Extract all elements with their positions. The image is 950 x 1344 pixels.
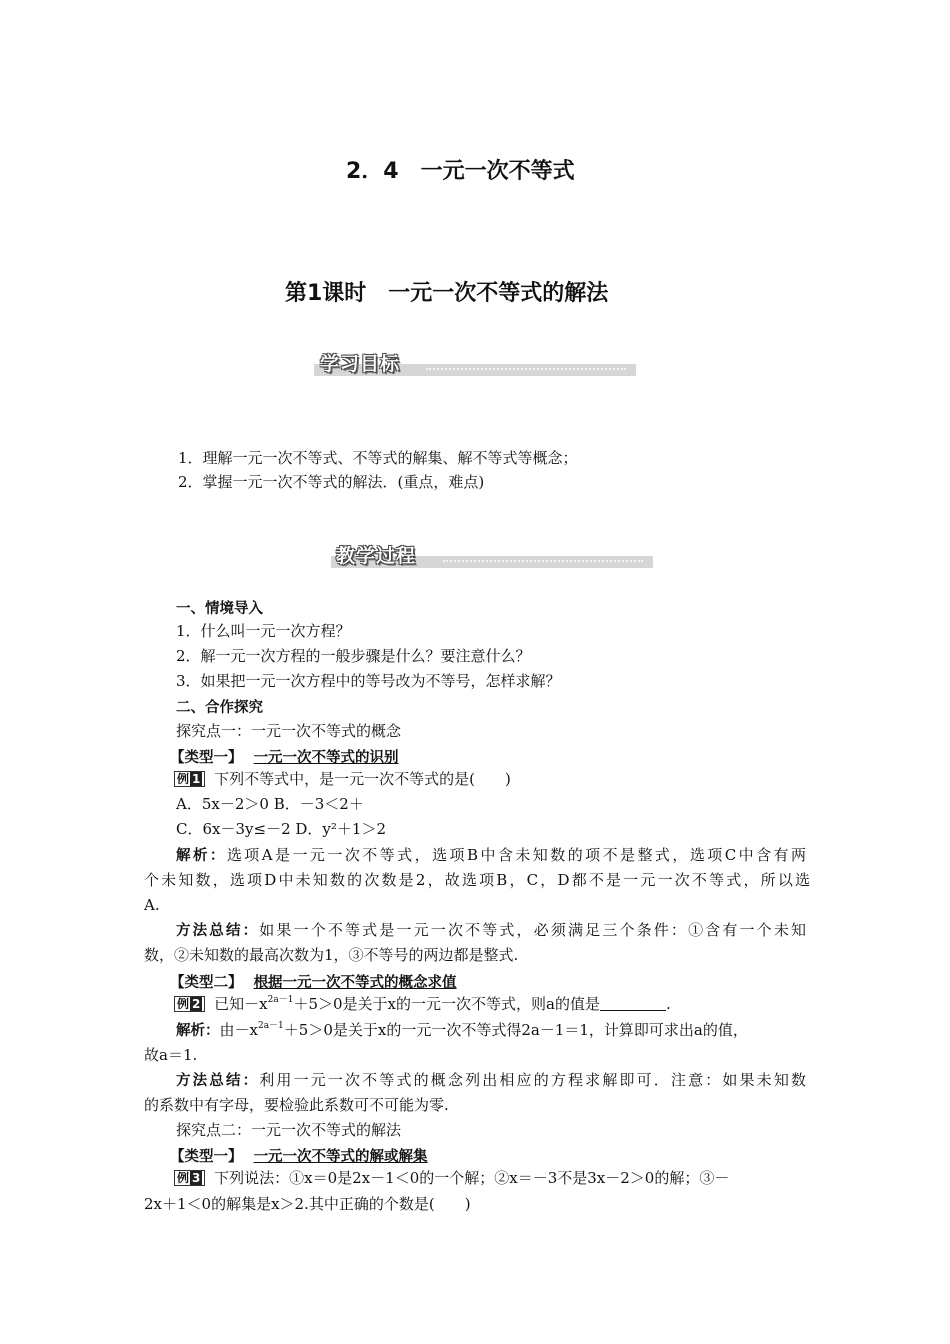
point-heading: 探究点一：一元一次不等式的概念 [176,722,402,740]
goal-item: 2．掌握一元一次不等式的解法．(重点，难点) [178,473,485,491]
options-row-1: A．5x－2＞0 B．－3＜2＋ [176,795,364,813]
intro-item: 2．解一元一次方程的一般步骤是什么？要注意什么？ [176,647,531,665]
type-tag: 【类型一】 [170,750,243,766]
type-tag: 【类型二】 [170,975,243,991]
section-heading: 二、合作探究 [176,700,263,716]
example-3-line2: 2x＋1＜0的解集是x＞2.其中正确的个数是( ) [144,1195,471,1213]
type-tag: 【类型一】 [170,1149,243,1165]
analysis-2-line2: 故a＝1. [144,1046,198,1064]
answer-blank [600,996,666,1011]
type-title: 一元一次不等式的识别 [253,750,399,766]
method-1-line2: 数，②未知数的最高次数为1，③不等号的两边都是整式. [144,946,519,964]
method-1-line1: 方法总结：如果一个不等式是一元一次不等式，必须满足三个条件：①含有一个未知 [176,921,806,939]
type-title: 根据一元一次不等式的概念求值 [253,975,457,991]
section-heading: 一、情境导入 [176,601,263,617]
example-badge: 例 1 [174,771,205,787]
type-heading [170,746,399,767]
section-title: 2．4 一元一次不等式 [346,159,575,184]
goals-banner-title: 学习目标 [320,353,401,375]
intro-item: 3．如果把一元一次方程中的等号改为不等号，怎样求解？ [176,672,561,690]
lesson-title: 第1课时 一元一次不等式的解法 [285,281,609,306]
example-badge: 例 2 [174,996,205,1012]
example-1: 例 1 下列不等式中，是一元一次不等式的是( ) [174,767,511,791]
type-heading [170,971,457,992]
analysis-1-line1: 解析：选项A是一元一次不等式，选项B中含未知数的项不是整式，选项C中含有两 [176,846,807,864]
analysis-1-line2: 个未知数，选项D中未知数的次数是2，故选项B，C，D都不是一元一次不等式，所以选 [144,871,810,889]
point-heading: 探究点二：一元一次不等式的解法 [176,1121,402,1139]
type-title: 一元一次不等式的解或解集 [253,1149,428,1165]
type-heading [170,1145,428,1166]
process-banner-title: 教学过程 [336,545,417,567]
method-2-line1: 方法总结：利用一元一次不等式的概念列出相应的方程求解即可．注意：如果未知数 [176,1071,806,1089]
intro-item: 1．什么叫一元一次方程？ [176,622,351,640]
goal-item: 1．理解一元一次不等式、不等式的解集、解不等式等概念； [178,449,578,467]
analysis-1-line3: A. [144,896,160,914]
method-2-line2: 的系数中有字母，要检验此系数可不可能为零. [144,1096,449,1114]
example-3-line1: 例 3 下列说法：①x＝0是2x－1＜0的一个解；②x＝－3不是3x－2＞0的解；③－ [174,1166,729,1190]
analysis-2-line1: 解析：由$-x^{2a-1}+5>0$是关于x的一元一次不等式得2a－1＝1，计算即可求出a的值， [176,1021,748,1039]
options-row-2: C．6x－3y≤－2 D．y²＋1＞2 [176,820,387,838]
example-2: 例 2 已知$-x^{2a-1}+5>0$是关于x的一元一次不等式，则a的值是 . [174,992,671,1016]
example-badge: 例 3 [174,1170,205,1186]
